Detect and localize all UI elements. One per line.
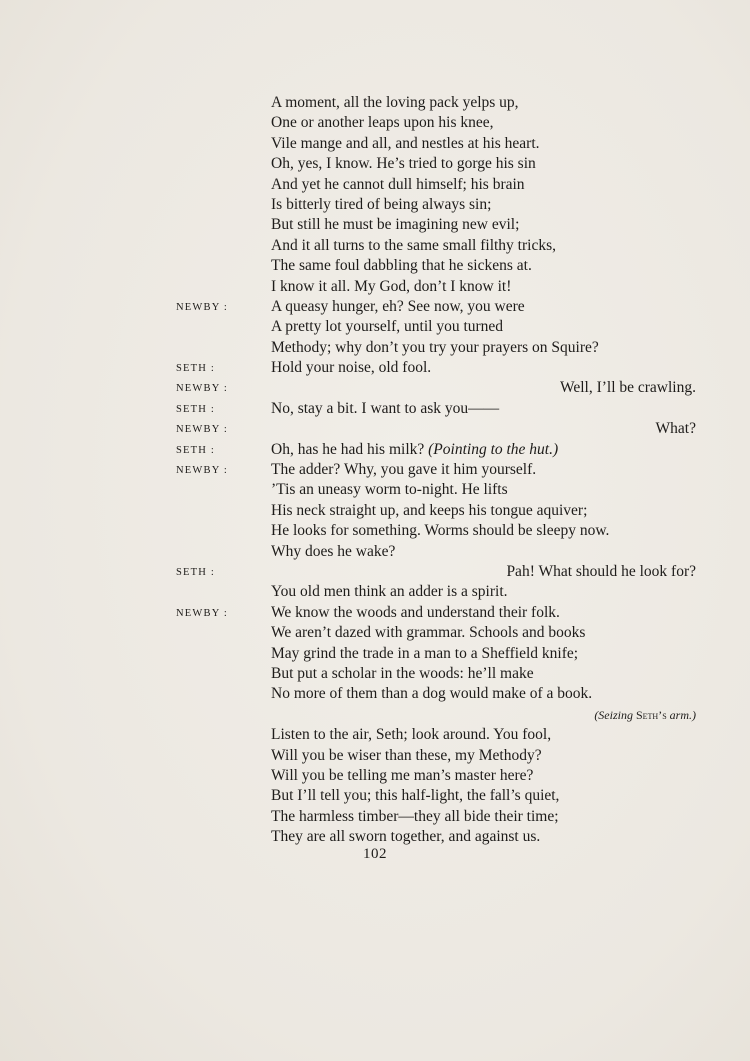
verse-line [176, 644, 696, 664]
verse-line [176, 807, 696, 827]
speaker-label: NEWBY : [176, 301, 229, 313]
stage-direction-line [176, 705, 696, 725]
verse-line [176, 154, 696, 174]
verse-text: Vile mange and all, and nestles at his heart. [271, 134, 540, 152]
verse-text-continued: Pah! What should he look for? [506, 562, 696, 580]
verse-text: The harmless timber—they all bide their time; [271, 807, 559, 825]
verse-line [176, 297, 696, 317]
verse-text: A queasy hunger, eh? See now, you were [271, 297, 525, 315]
verse-text: ’Tis an uneasy worm to-night. He lifts [271, 481, 508, 499]
verse-line [176, 786, 696, 806]
play-text [176, 93, 696, 847]
verse-text: May grind the trade in a man to a Sheffield knife; [271, 644, 579, 662]
verse-line [176, 440, 696, 460]
verse-text: We aren’t dazed with grammar. Schools and books [271, 624, 586, 642]
verse-text: You old men think an adder is a spirit. [271, 583, 508, 601]
stage-direction: (Pointing to the hut.) [428, 440, 559, 458]
verse-text [271, 440, 558, 460]
verse-line [176, 134, 696, 154]
verse-line [176, 603, 696, 623]
verse-text: I know it all. My God, don’t I know it! [271, 277, 512, 295]
verse-text: He looks for something. Worms should be sleepy now. [271, 522, 610, 540]
verse-line [176, 93, 696, 113]
speaker-label: NEWBY : [176, 465, 229, 477]
verse-text: But I’ll tell you; this half-light, the fall’s quiet, [271, 787, 560, 805]
verse-line [176, 664, 696, 684]
stage-direction: (Seizing Seth’s arm.) [594, 707, 696, 722]
speaker-label: SETH : [176, 403, 215, 415]
verse-text: The adder? Why, you gave it him yourself. [271, 461, 537, 479]
speaker-label: SETH : [176, 566, 215, 578]
verse-line [176, 746, 696, 766]
verse-line [176, 562, 696, 582]
verse-text: No, stay a bit. I want to ask you—— [271, 399, 500, 417]
verse-text: Will you be telling me man’s master here? [271, 766, 534, 784]
verse-text: Listen to the air, Seth; look around. You fool, [271, 726, 552, 744]
verse-text: A moment, all the loving pack yelps up, [271, 94, 519, 111]
verse-line [176, 256, 696, 276]
verse-text: And it all turns to the same small filthy tricks, [271, 236, 556, 254]
verse-line [176, 358, 696, 378]
speaker-label: NEWBY : [176, 383, 229, 395]
verse-text: One or another leaps upon his knee, [271, 114, 494, 132]
verse-line [176, 236, 696, 256]
verse-line [176, 215, 696, 235]
verse-text: Methody; why don’t you try your prayers on Squire? [271, 338, 599, 356]
speaker-label: SETH : [176, 363, 215, 375]
verse-text: But put a scholar in the woods: he’ll make [271, 664, 534, 682]
verse-text-part: Oh, has he had his milk? [271, 440, 425, 458]
verse-text: No more of them than a dog would make of a book. [271, 685, 593, 703]
verse-line [176, 338, 696, 358]
verse-text: We know the woods and understand their folk. [271, 603, 560, 621]
verse-line [176, 766, 696, 786]
verse-text: Will you be wiser than these, my Methody? [271, 746, 542, 764]
verse-text: They are all sworn together, and against us. [271, 828, 541, 846]
verse-text: But still he must be imagining new evil; [271, 216, 520, 234]
verse-text: A pretty lot yourself, until you turned [271, 318, 504, 336]
verse-text: And yet he cannot dull himself; his brain [271, 175, 525, 193]
verse-line [176, 399, 696, 419]
speaker-label: SETH : [176, 444, 215, 456]
verse-text: Hold your noise, old fool. [271, 359, 432, 377]
verse-line [176, 419, 696, 439]
verse-line [176, 501, 696, 521]
verse-text: Oh, yes, I know. He’s tried to gorge his sin [271, 155, 536, 173]
verse-line [176, 460, 696, 480]
verse-text: His neck straight up, and keeps his tongue aquiver; [271, 501, 588, 519]
verse-line [176, 113, 696, 133]
verse-line [176, 195, 696, 215]
verse-line [176, 542, 696, 562]
verse-line [176, 480, 696, 500]
verse-text: Why does he wake? [271, 542, 396, 560]
verse-line [176, 175, 696, 195]
verse-line [176, 378, 696, 398]
verse-line [176, 725, 696, 745]
speaker-label: NEWBY : [176, 424, 229, 436]
verse-line [176, 317, 696, 337]
verse-text: The same foul dabbling that he sickens at. [271, 257, 532, 275]
verse-line [176, 521, 696, 541]
verse-line [176, 623, 696, 643]
character-name: Seth’s [635, 707, 667, 722]
verse-line [176, 277, 696, 297]
verse-text-continued: Well, I’ll be crawling. [559, 379, 696, 397]
verse-line [176, 827, 696, 847]
page-number: 102 [363, 846, 387, 862]
speaker-label: NEWBY : [176, 607, 229, 619]
verse-text: Is bitterly tired of being always sin; [271, 195, 492, 213]
verse-line [176, 684, 696, 704]
verse-text-continued: What? [655, 420, 696, 438]
verse-line [176, 582, 696, 602]
